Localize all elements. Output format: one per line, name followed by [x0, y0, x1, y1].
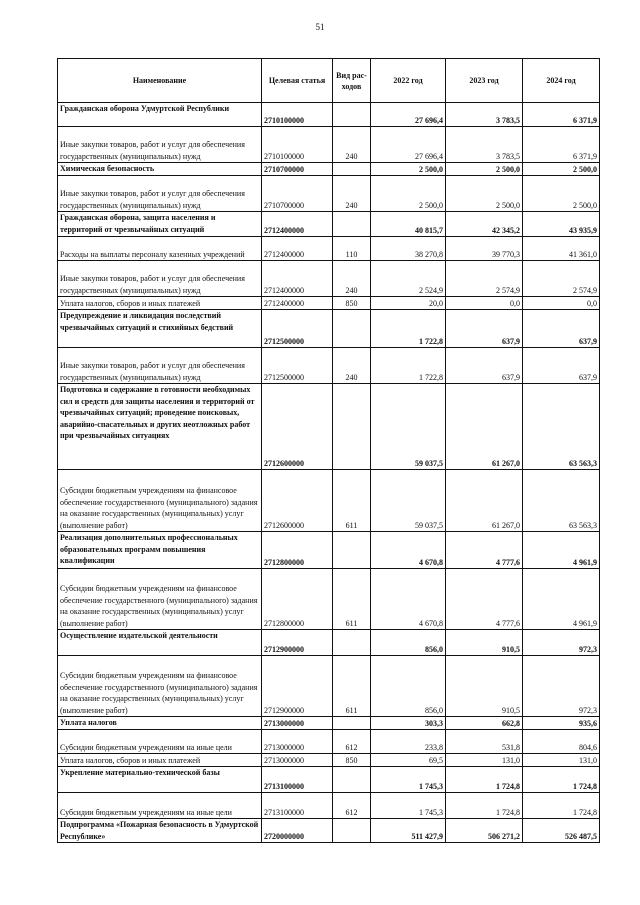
table-row [58, 754, 600, 767]
row-name-cell: Предупреждение и ликвидация последствий чрезвычайных ситуаций и стихийных бедствий [58, 310, 262, 348]
row-expense-type-cell: 850 [333, 297, 371, 310]
row-name-cell: Субсидии бюджетным учреждениям на иные цели [58, 730, 262, 754]
row-2023-cell: 39 770,3 [446, 237, 523, 261]
row-expense-type-cell: 612 [333, 730, 371, 754]
row-target-article-cell: 2720000000 [262, 819, 333, 843]
row-2024-cell: 4 961,9 [523, 569, 600, 630]
table-row [58, 656, 600, 717]
row-name-cell: Подпрограмма «Пожарная безопасность в Удмуртской Республике» [58, 819, 262, 843]
row-2024-cell: 6 371,9 [523, 103, 600, 127]
row-2023-cell: 2 500,0 [446, 163, 523, 176]
table-row [58, 103, 600, 127]
row-2024-cell: 1 724,8 [523, 793, 600, 819]
row-target-article-cell: 2710700000 [262, 176, 333, 212]
row-target-article-cell: 2712500000 [262, 348, 333, 384]
row-2023-cell: 61 267,0 [446, 384, 523, 470]
row-name-cell: Иные закупки товаров, работ и услуг для обеспечения государственных (муниципальных) нужд [58, 261, 262, 297]
row-target-article-cell: 2713100000 [262, 767, 333, 793]
row-expense-type-cell [333, 212, 371, 237]
row-name-cell: Гражданская оборона Удмуртской Республики [58, 103, 262, 127]
row-2022-cell: 69,5 [371, 754, 446, 767]
table-row [58, 717, 600, 730]
table-row [58, 237, 600, 261]
row-2022-cell: 59 037,5 [371, 384, 446, 470]
header-target-article: Целевая статья [262, 59, 333, 103]
row-target-article-cell: 2713000000 [262, 754, 333, 767]
row-target-article-cell: 2712600000 [262, 470, 333, 532]
table-row [58, 730, 600, 754]
row-2024-cell: 972,3 [523, 630, 600, 656]
row-target-article-cell: 2713000000 [262, 717, 333, 730]
row-2022-cell: 2 500,0 [371, 176, 446, 212]
row-2022-cell: 27 696,4 [371, 127, 446, 163]
table-row [58, 470, 600, 532]
row-2022-cell: 2 500,0 [371, 163, 446, 176]
row-2022-cell: 1 745,3 [371, 793, 446, 819]
row-2023-cell: 2 500,0 [446, 176, 523, 212]
row-expense-type-cell [333, 630, 371, 656]
row-expense-type-cell: 240 [333, 176, 371, 212]
row-expense-type-cell: 612 [333, 793, 371, 819]
row-expense-type-cell: 240 [333, 127, 371, 163]
row-target-article-cell: 2710700000 [262, 163, 333, 176]
row-2023-cell: 637,9 [446, 348, 523, 384]
row-expense-type-cell: 850 [333, 754, 371, 767]
row-2023-cell: 131,0 [446, 754, 523, 767]
row-2024-cell: 2 500,0 [523, 163, 600, 176]
row-2022-cell: 27 696,4 [371, 103, 446, 127]
row-expense-type-cell: 611 [333, 569, 371, 630]
row-target-article-cell: 2713000000 [262, 730, 333, 754]
row-2024-cell: 637,9 [523, 310, 600, 348]
row-name-cell: Укрепление материально-технической базы [58, 767, 262, 793]
row-2022-cell: 20,0 [371, 297, 446, 310]
budget-table [57, 58, 600, 843]
table-row [58, 793, 600, 819]
row-2023-cell: 2 574,9 [446, 261, 523, 297]
row-2024-cell: 972,3 [523, 656, 600, 717]
row-target-article-cell: 2712400000 [262, 261, 333, 297]
row-expense-type-cell [333, 384, 371, 470]
header-2023: 2023 год [446, 59, 523, 103]
row-2023-cell: 910,5 [446, 656, 523, 717]
row-expense-type-cell: 110 [333, 237, 371, 261]
row-target-article-cell: 2712900000 [262, 630, 333, 656]
row-2022-cell: 511 427,9 [371, 819, 446, 843]
row-target-article-cell: 2712800000 [262, 532, 333, 569]
row-name-cell: Субсидии бюджетным учреждениям на финансовое обеспечение государственного (муниципального) задания на оказание государственных (муниципальных) услуг (выполнение работ) [58, 470, 262, 532]
table-row [58, 212, 600, 237]
row-2023-cell: 3 783,5 [446, 127, 523, 163]
table-row [58, 819, 600, 843]
row-2024-cell: 131,0 [523, 754, 600, 767]
row-2022-cell: 233,8 [371, 730, 446, 754]
row-name-cell: Субсидии бюджетным учреждениям на финансовое обеспечение государственного (муниципального) задания на оказание государственных (муниципальных) услуг (выполнение работ) [58, 569, 262, 630]
row-expense-type-cell: 611 [333, 656, 371, 717]
table-row [58, 384, 600, 470]
header-name: Наименование [58, 59, 262, 103]
row-2023-cell: 910,5 [446, 630, 523, 656]
row-2022-cell: 1 745,3 [371, 767, 446, 793]
row-name-cell: Субсидии бюджетным учреждениям на финансовое обеспечение государственного (муниципального) задания на оказание государственных (муниципальных) услуг (выполнение работ) [58, 656, 262, 717]
row-2022-cell: 1 722,8 [371, 310, 446, 348]
row-2024-cell: 2 574,9 [523, 261, 600, 297]
row-target-article-cell: 2712400000 [262, 212, 333, 237]
row-name-cell: Уплата налогов, сборов и иных платежей [58, 754, 262, 767]
row-2024-cell: 935,6 [523, 717, 600, 730]
row-name-cell: Субсидии бюджетным учреждениям на иные цели [58, 793, 262, 819]
row-expense-type-cell [333, 819, 371, 843]
row-name-cell: Иные закупки товаров, работ и услуг для обеспечения государственных (муниципальных) нужд [58, 348, 262, 384]
row-expense-type-cell [333, 310, 371, 348]
row-2023-cell: 4 777,6 [446, 532, 523, 569]
table-row [58, 261, 600, 297]
row-2024-cell: 637,9 [523, 348, 600, 384]
row-2024-cell: 804,6 [523, 730, 600, 754]
row-2023-cell: 42 345,2 [446, 212, 523, 237]
row-name-cell: Подготовка и содержание в готовности необходимых сил и средств для защиты населения и территорий от чрезвычайных ситуаций; проведение поисковых, аварийно-спасательных и других неотложных работ при чрезвычайных ситуациях [58, 384, 262, 470]
row-2023-cell: 1 724,8 [446, 767, 523, 793]
page-number: 51 [315, 22, 325, 32]
row-2023-cell: 1 724,8 [446, 793, 523, 819]
row-target-article-cell: 2713100000 [262, 793, 333, 819]
row-expense-type-cell [333, 717, 371, 730]
row-target-article-cell: 2710100000 [262, 127, 333, 163]
row-expense-type-cell [333, 103, 371, 127]
row-2023-cell: 531,8 [446, 730, 523, 754]
row-2024-cell: 41 361,0 [523, 237, 600, 261]
row-target-article-cell: 2712600000 [262, 384, 333, 470]
row-2024-cell: 0,0 [523, 297, 600, 310]
header-2024: 2024 год [523, 59, 600, 103]
row-2023-cell: 3 783,5 [446, 103, 523, 127]
row-2022-cell: 856,0 [371, 656, 446, 717]
row-2022-cell: 856,0 [371, 630, 446, 656]
row-2022-cell: 303,3 [371, 717, 446, 730]
table-row [58, 176, 600, 212]
row-2023-cell: 61 267,0 [446, 470, 523, 532]
row-expense-type-cell [333, 163, 371, 176]
row-2024-cell: 63 563,3 [523, 384, 600, 470]
row-name-cell: Осуществление издательской деятельности [58, 630, 262, 656]
table-row [58, 310, 600, 348]
table-row [58, 630, 600, 656]
row-2023-cell: 506 271,2 [446, 819, 523, 843]
row-2024-cell: 6 371,9 [523, 127, 600, 163]
row-2024-cell: 2 500,0 [523, 176, 600, 212]
row-name-cell: Иные закупки товаров, работ и услуг для обеспечения государственных (муниципальных) нужд [58, 176, 262, 212]
row-name-cell: Уплата налогов, сборов и иных платежей [58, 297, 262, 310]
row-2022-cell: 40 815,7 [371, 212, 446, 237]
row-name-cell: Химическая безопасность [58, 163, 262, 176]
row-target-article-cell: 2712400000 [262, 237, 333, 261]
table-row [58, 348, 600, 384]
row-expense-type-cell [333, 532, 371, 569]
row-2024-cell: 4 961,9 [523, 532, 600, 569]
row-name-cell: Гражданская оборона, защита населения и территорий от чрезвычайных ситуаций [58, 212, 262, 237]
row-2024-cell: 63 563,3 [523, 470, 600, 532]
row-2022-cell: 59 037,5 [371, 470, 446, 532]
header-expense-type: Вид рас-ходов [333, 59, 371, 103]
row-2022-cell: 2 524,9 [371, 261, 446, 297]
row-2022-cell: 1 722,8 [371, 348, 446, 384]
table-row [58, 569, 600, 630]
row-2023-cell: 662,8 [446, 717, 523, 730]
row-2023-cell: 4 777,6 [446, 569, 523, 630]
row-expense-type-cell: 240 [333, 348, 371, 384]
table-header-row [58, 59, 600, 103]
row-target-article-cell: 2712800000 [262, 569, 333, 630]
header-2022: 2022 год [371, 59, 446, 103]
row-target-article-cell: 2712900000 [262, 656, 333, 717]
table-row [58, 532, 600, 569]
table-row [58, 163, 600, 176]
row-2022-cell: 4 670,8 [371, 569, 446, 630]
row-target-article-cell: 2710100000 [262, 103, 333, 127]
row-expense-type-cell: 240 [333, 261, 371, 297]
row-2022-cell: 4 670,8 [371, 532, 446, 569]
row-name-cell: Уплата налогов [58, 717, 262, 730]
row-target-article-cell: 2712500000 [262, 310, 333, 348]
row-name-cell: Расходы на выплаты персоналу казенных учреждений [58, 237, 262, 261]
row-2022-cell: 38 270,8 [371, 237, 446, 261]
row-2023-cell: 637,9 [446, 310, 523, 348]
table-row [58, 767, 600, 793]
row-2024-cell: 526 487,5 [523, 819, 600, 843]
row-expense-type-cell: 611 [333, 470, 371, 532]
table-row [58, 127, 600, 163]
table-row [58, 297, 600, 310]
row-2023-cell: 0,0 [446, 297, 523, 310]
table-body [58, 103, 600, 843]
row-expense-type-cell [333, 767, 371, 793]
row-2024-cell: 43 935,9 [523, 212, 600, 237]
row-2024-cell: 1 724,8 [523, 767, 600, 793]
row-target-article-cell: 2712400000 [262, 297, 333, 310]
row-name-cell: Иные закупки товаров, работ и услуг для обеспечения государственных (муниципальных) нужд [58, 127, 262, 163]
row-name-cell: Реализация дополнительных профессиональных образовательных программ повышения квалификации [58, 532, 262, 569]
